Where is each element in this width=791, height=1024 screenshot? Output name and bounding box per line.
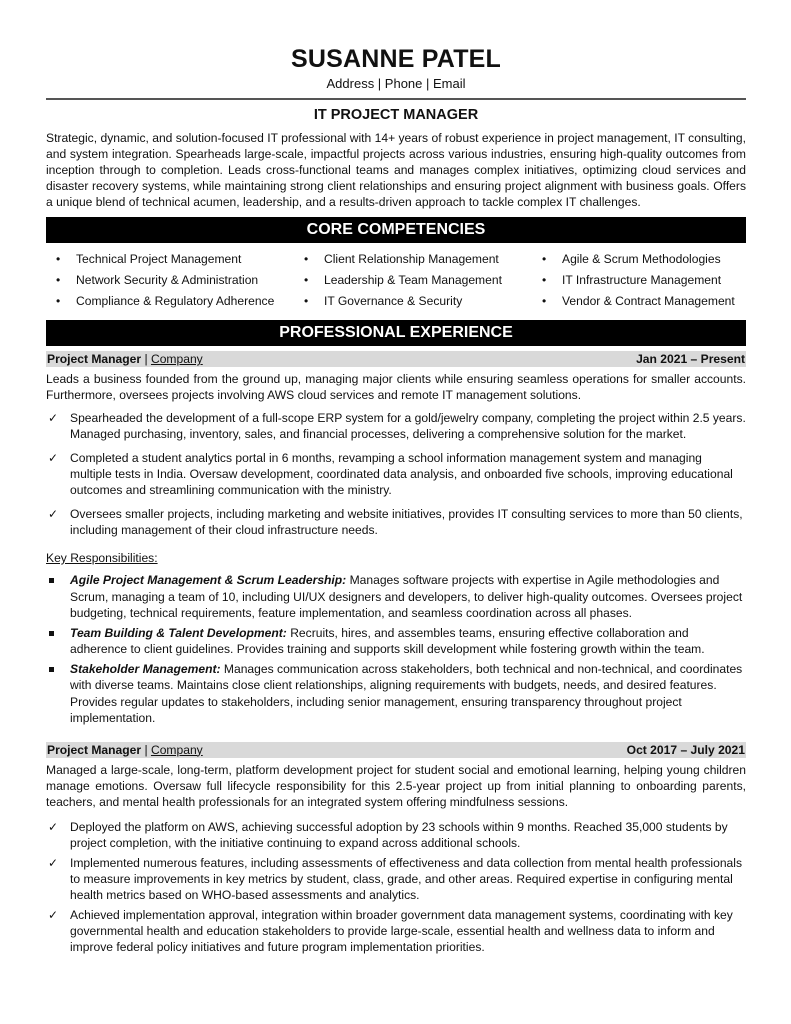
target-job-title: IT PROJECT MANAGER	[313, 107, 479, 123]
job-role-company	[47, 351, 203, 367]
company-link[interactable]: Company	[150, 352, 203, 366]
responsibility-item	[46, 661, 746, 727]
responsibility-lead: Team Building & Talent Development:	[70, 625, 287, 640]
competencies-column	[46, 249, 294, 312]
competency-item: • Leadership & Team Management	[294, 270, 532, 291]
responsibility-text: Recruits, hires, and assembles teams, ensuring effective collaboration and adherence to client guidelines. Provides training and supports skill development while fostering growth within the team.	[70, 625, 705, 656]
job-dates: Jan 2021 – Present	[636, 352, 745, 366]
competency-item: • Compliance & Regulatory Adherence	[46, 291, 294, 312]
contact-line: Address | Phone | Email	[326, 76, 466, 91]
job-separator: |	[141, 742, 151, 757]
job-description: Leads a business founded from the ground up, managing major clients while ensuring seamless operations for smaller accounts. Furthermore, oversees projects involving AWS cloud services and remote IT management solutions.	[46, 372, 746, 402]
responsibility-text: Manages communication across stakeholders, both technical and non-technical, and coordinates with diverse teams. Maintains close client relationships, aligning requirements with budgets, needs, and desired features. Provides regular updates to stakeholders, including senior management, ensuring transparency throughout project implementation.	[70, 661, 743, 725]
achievement-item	[46, 506, 746, 538]
responsibility-lead: Agile Project Management & Scrum Leadership:	[70, 573, 347, 587]
checkmark-icon: ✓	[48, 411, 59, 425]
achievement-text: Achieved implementation approval, integration within broader government data management systems, coordinating with key governmental health and education stakeholders to provide large-scale, essential health and wellness data to inform and improve federal policy initiatives and future program implementation priorities.	[70, 907, 733, 954]
competencies-column	[294, 249, 532, 312]
competency-item: • IT Infrastructure Management	[532, 270, 746, 291]
achievement-text: Spearheaded the development of a full-scope ERP system for a gold/jewelry company, completing the project within 2.5 years. Managed purchasing, inventory, sales, and financial processes, delivering a comprehensive solution for the market.	[70, 411, 746, 441]
checkmark-icon: ✓	[48, 855, 59, 870]
core-competencies-heading: CORE COMPETENCIES	[46, 217, 746, 243]
candidate-name: SUSANNE PATEL	[290, 45, 502, 73]
header-divider	[46, 98, 746, 100]
competencies-column	[532, 249, 746, 312]
achievement-text: Completed a student analytics portal in 6 months, revamping a school information management system and managing multiple tests in India. Oversaw development, coordinated data analysis, and onboarded five schools, improving educational outcomes and streamlining communication with the ministry.	[70, 451, 733, 497]
job-dates: Oct 2017 – July 2021	[626, 742, 745, 757]
job-description: Managed a large-scale, long-term, platform development project for student social and emotional learning, helping young children manage emotions. Oversaw full lifecycle responsibility for this 2.5-year project up from initial planning to onboarding parents, teachers, and mental health professionals for an integrated system offering mindfulness sessions.	[46, 762, 746, 809]
professional-summary: Strategic, dynamic, and solution-focused IT professional with 14+ years of robust experience in project management, IT consulting, and system integration. Spearheads large-scale, impactful projects across various industries, ensuring high-quality outcomes from inception through to completion. Leads cross-functional teams and manages complex initiatives, optimizing cloud services and disaster recovery systems, while maintaining strong client relationships and ensuring project alignment with business goals. Offers a unique blend of technical acumen, leadership, and a results-driven approach to tackle complex IT challenges.	[46, 131, 746, 209]
resume-page	[46, 44, 746, 955]
achievement-list	[46, 410, 746, 538]
job-role: Project Manager	[47, 352, 142, 366]
responsibility-list	[46, 572, 746, 727]
checkmark-icon: ✓	[48, 819, 59, 834]
square-bullet-icon	[49, 631, 54, 636]
achievement-item	[46, 907, 746, 955]
competency-item: • Vendor & Contract Management	[532, 291, 746, 312]
responsibility-item	[46, 572, 746, 622]
job-header	[46, 351, 746, 367]
job-header	[46, 742, 746, 758]
competencies-grid	[46, 249, 746, 312]
responsibility-lead: Stakeholder Management:	[70, 661, 221, 676]
achievement-item	[46, 410, 746, 442]
company-link[interactable]: Company	[150, 742, 203, 757]
checkmark-icon: ✓	[48, 907, 59, 922]
achievement-list	[46, 819, 746, 955]
responsibility-item	[46, 625, 746, 658]
checkmark-icon: ✓	[48, 507, 59, 521]
achievement-text: Oversees smaller projects, including marketing and website initiatives, provides IT consulting services to more than 50 clients, including management of their cloud infrastructure needs.	[70, 507, 743, 537]
job-role-company	[47, 742, 203, 758]
achievement-item	[46, 450, 746, 498]
job-role: Project Manager	[47, 742, 142, 757]
checkmark-icon: ✓	[48, 451, 59, 465]
responsibility-text: Manages software projects with expertise in Agile methodologies and Scrum, managing a team of 10, including UI/UX designers and developers, to deliver high-quality outcomes. Oversees project budgeting, technical requirements, feature implementation, and seamless coordination across all phases.	[70, 573, 743, 620]
professional-experience-heading: PROFESSIONAL EXPERIENCE	[46, 320, 746, 346]
achievement-text: Deployed the platform on AWS, achieving successful adoption by 23 schools within 9 months. Reached 35,000 students by project completion, with the initiative continuing to expand across additional schools.	[70, 819, 728, 850]
competency-item: • Network Security & Administration	[46, 270, 294, 291]
achievement-item	[46, 819, 746, 851]
square-bullet-icon	[49, 667, 54, 672]
competency-item: • Technical Project Management	[46, 249, 294, 270]
achievement-text: Implemented numerous features, including assessments of effectiveness and data collection from mental health professionals to measure improvements in key metrics by student, class, grade, and other areas. Required expertise in configuring mental health metrics based on WHO-based assessments and analytics.	[70, 855, 743, 902]
achievement-item	[46, 855, 746, 903]
competency-item: • Agile & Scrum Methodologies	[532, 249, 746, 270]
job-separator: |	[141, 352, 151, 366]
competency-item: • IT Governance & Security	[294, 291, 532, 312]
square-bullet-icon	[49, 578, 54, 583]
key-responsibilities-label: Key Responsibilities:	[46, 551, 158, 565]
competency-item: • Client Relationship Management	[294, 249, 532, 270]
